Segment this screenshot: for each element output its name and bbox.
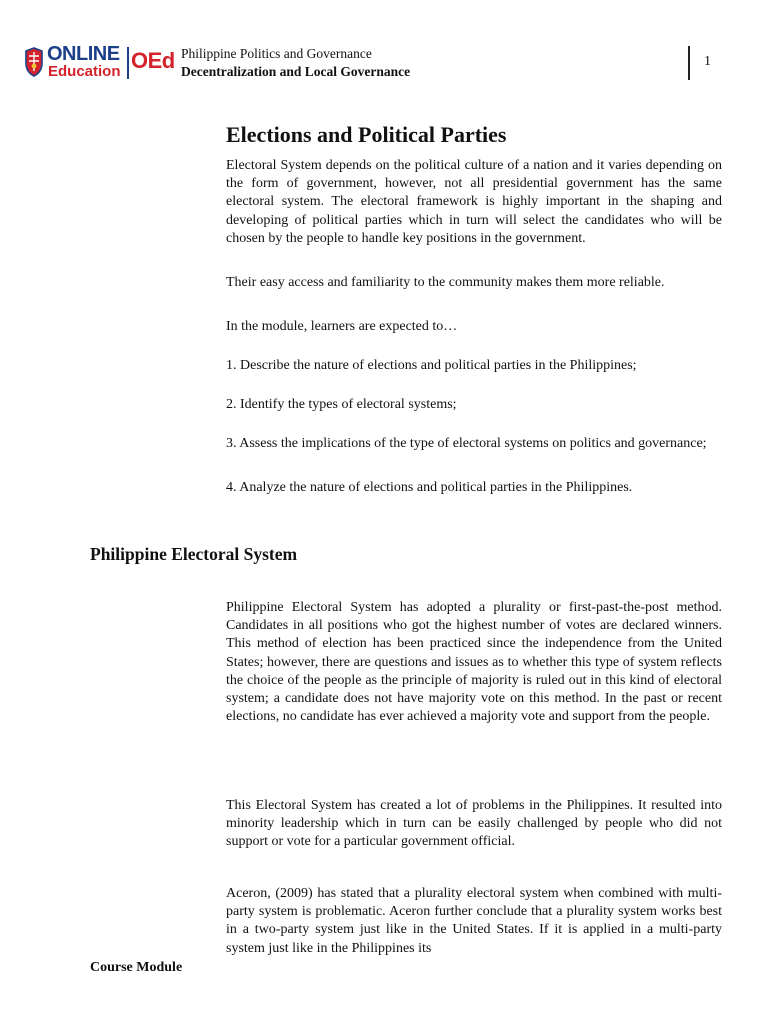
section-heading: Philippine Electoral System bbox=[90, 544, 298, 564]
footer-label: Course Module bbox=[90, 960, 183, 975]
page-title: Elections and Political Parties bbox=[226, 122, 507, 147]
running-header bbox=[181, 45, 410, 81]
objective-item: 1. Describe the nature of elections and political parties in the Philippines; bbox=[226, 358, 637, 373]
logo-online-text: ONLINE bbox=[47, 43, 120, 65]
objective-item: 4. Analyze the nature of elections and political parties in the Philippines. bbox=[226, 480, 633, 495]
course-title: Philippine Politics and Governance bbox=[181, 46, 372, 61]
objective-item: 2. Identify the types of electoral systems; bbox=[226, 397, 457, 412]
objective-item: 3. Assess the implications of the type of electoral systems on politics and governance; bbox=[226, 436, 707, 451]
body-paragraph: This Electoral System has created a lot of problems in the Philippines. It resulted into minority leadership which in turn can be easily challenged by people who did not support or vote for a particular government official. bbox=[226, 798, 722, 850]
intro-paragraph: Their easy access and familiarity to the community makes them more reliable. bbox=[226, 275, 665, 290]
shield-crest-icon bbox=[24, 47, 44, 77]
online-education-logo bbox=[24, 44, 176, 84]
page-number-divider bbox=[688, 46, 690, 80]
body-paragraph: Philippine Electoral System has adopted a plurality or first-past-the-post method. Candidates in all positions who got the highest number of votes are declared winners. This method of election has been practiced since the independence from the United States; however, there are questions and issues as to whether this type of system reflects the choice of the people as the principle of majority is ruled out in this kind of electoral system; a candidate does not have majority vote on this method. In the past or recent elections, no candidate has ever achieved a majority vote and support from the people. bbox=[226, 600, 722, 725]
logo-education-text: Education bbox=[48, 63, 121, 80]
logo-oed-text: OEd bbox=[131, 48, 175, 73]
body-paragraph: Aceron, (2009) has stated that a plurality electoral system when combined with multi-party system is problematic. Aceron further conclude that a plurality system works best in a two-party system just like in the United States. If it is applied in a multi-party system just like in the Philippines its bbox=[226, 886, 722, 956]
page-number: 1 bbox=[704, 54, 711, 69]
intro-paragraph: In the module, learners are expected to… bbox=[226, 319, 458, 334]
module-topic: Decentralization and Local Governance bbox=[181, 64, 411, 79]
intro-paragraph: Electoral System depends on the political culture of a nation and it varies depending on the form of government, however, not all presidential government has the same electoral system. The electoral framework is highly important in the shaping and developing of political parties which in turn will select the candidates who will be chosen by the people to handle key positions in the government. bbox=[226, 158, 722, 246]
logo-divider bbox=[127, 47, 129, 79]
